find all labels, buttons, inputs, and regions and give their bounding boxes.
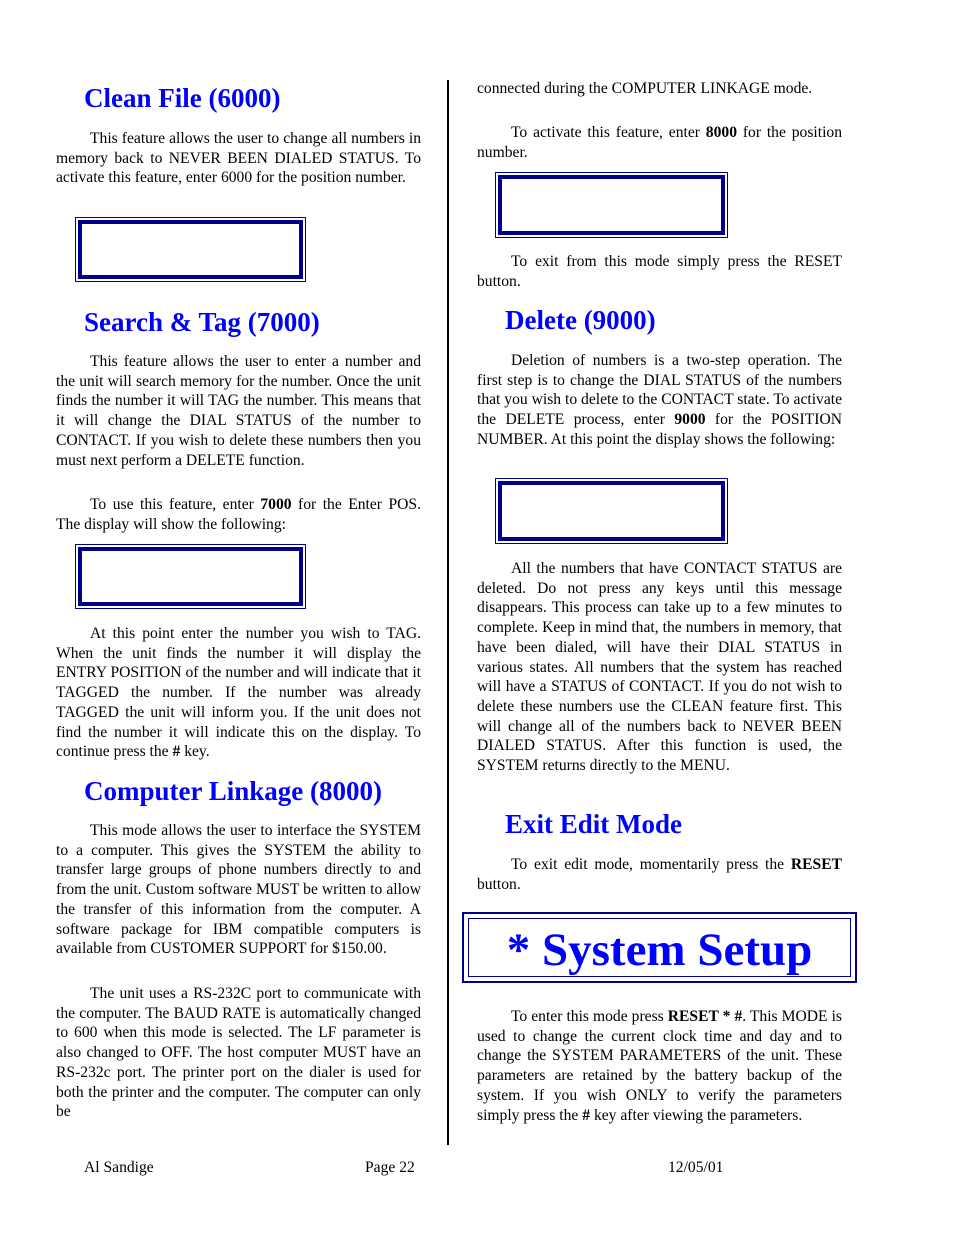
delete-code: 9000	[674, 411, 706, 429]
search-tag-paragraph-3	[56, 624, 421, 762]
system-setup-paragraph	[477, 1007, 842, 1125]
footer-date: 12/05/01	[668, 1159, 724, 1176]
linkage-paragraph-1: This mode allows the user to interface the SYSTEM to a computer. This gives the SYSTEM the ability to transfer large groups of phone numbers directly to and from the unit. Custom software MUST be written to allow the transfer of this information from the computer. A software package for IBM compatible computers is available from CUSTOMER SUPPORT for $150.00.	[56, 822, 421, 958]
hash-key: #	[172, 743, 181, 761]
heading-clean-file: Clean File (6000)	[84, 83, 281, 113]
search-tag-p3-a: At this point enter the number you wish to TAG. When the unit finds the number it will display the ENTRY POSITION of the number and will indicate that it TAGGED the number. If the number was already TAGGED the unit will inform you. If the unit does not find the number it will indicate this on the display. To continue press the	[56, 625, 421, 761]
system-setup-banner	[462, 912, 857, 983]
heading-search-tag: Search & Tag (7000)	[84, 307, 320, 337]
linkage-code: 8000	[705, 124, 737, 141]
linkage-activate-c: for the position number.	[477, 124, 842, 161]
delete-p1-c: for the POSITION NUMBER. At this point the display shows the following:	[477, 411, 842, 448]
hash-key-setup: #	[582, 1106, 591, 1124]
reset-key: RESET	[790, 856, 842, 873]
linkage-activate-a: To activate this feature, enter	[511, 124, 706, 141]
display-box-clean	[75, 217, 306, 282]
search-tag-paragraph-2	[56, 495, 421, 534]
heading-exit-edit-mode: Exit Edit Mode	[505, 809, 683, 839]
heading-computer-linkage: Computer Linkage (8000)	[84, 776, 383, 806]
column-divider	[447, 80, 449, 1145]
display-box-search	[75, 544, 306, 609]
search-tag-code: 7000	[260, 496, 292, 513]
linkage-exit-paragraph: To exit from this mode simply press the RESET button.	[477, 253, 842, 290]
heading-delete: Delete (9000)	[505, 305, 656, 335]
exit-p1-a: To exit edit mode, momentarily press the	[511, 856, 791, 873]
setup-p1-e: key after viewing the parameters.	[590, 1106, 803, 1124]
linkage-activate-paragraph	[477, 123, 842, 162]
delete-paragraph-2: All the numbers that have CONTACT STATUS are deleted. Do not press any keys until this message disappears. This process can take up to a few minutes to complete. Keep in mind that, the numbers in memory, that have been dialed, will have their DIAL STATUS in various states. All numbers that the system has reached will have a STATUS of CONTACT. If you do not wish to delete these numbers use the CLEAN feature first. This will change all of the numbers back to NEVER BEEN DIALED STATUS. After this function is used, the SYSTEM returns directly to the MENU.	[477, 560, 842, 775]
clean-file-paragraph: This feature allows the user to change all numbers in memory back to NEVER BEEN DIALED STATUS. To activate this feature, enter 6000 for the position number.	[56, 130, 421, 187]
footer-author: Al Sandige	[84, 1159, 154, 1176]
search-tag-paragraph-1: This feature allows the user to enter a number and the unit will search memory for the number. Once the unit finds the number it will TAG the number. This means that it will change the DIAL STATUS of the number to CONTACT. If you wish to delete these numbers then you must next perform a DELETE function.	[56, 353, 421, 469]
search-tag-p2-c: for the Enter POS. The display will show the following:	[56, 496, 421, 533]
display-box-linkage	[495, 172, 728, 238]
linkage-continued-paragraph: connected during the COMPUTER LINKAGE mode.	[477, 80, 813, 97]
linkage-paragraph-2: The unit uses a RS-232C port to communicate with the computer. The BAUD RATE is automatically changed to 600 when this mode is selected. The LF parameter is also changed to OFF. The host computer MUST have an RS-232c port. The printer port on the dialer is used for both the printer and the computer. The computer can only be	[56, 985, 421, 1121]
setup-p1-c: . This MODE is used to change the current clock time and day and to change the SYSTEM PARAMETERS of the unit. These parameters are retained by the battery backup of the system. If you wish ONLY to verify the parameters simply press the	[477, 1008, 842, 1124]
delete-p1-a: Deletion of numbers is a two-step operation. The first step is to change the DIAL STATUS of the numbers that you wish to delete to the CONTACT state. To activate the DELETE process, enter	[477, 352, 842, 429]
exit-p1-c: button.	[477, 875, 521, 893]
search-tag-p3-c: key.	[180, 743, 210, 761]
setup-p1-a: To enter this mode press	[511, 1008, 668, 1025]
exit-edit-paragraph	[477, 855, 842, 894]
footer-page-number: Page 22	[365, 1159, 415, 1176]
delete-paragraph-1	[477, 351, 842, 450]
system-setup-title: * System Setup	[506, 924, 813, 976]
reset-star-hash-keys: RESET * #	[667, 1008, 743, 1025]
display-box-delete	[495, 478, 728, 544]
search-tag-p2-a: To use this feature, enter	[90, 496, 261, 513]
